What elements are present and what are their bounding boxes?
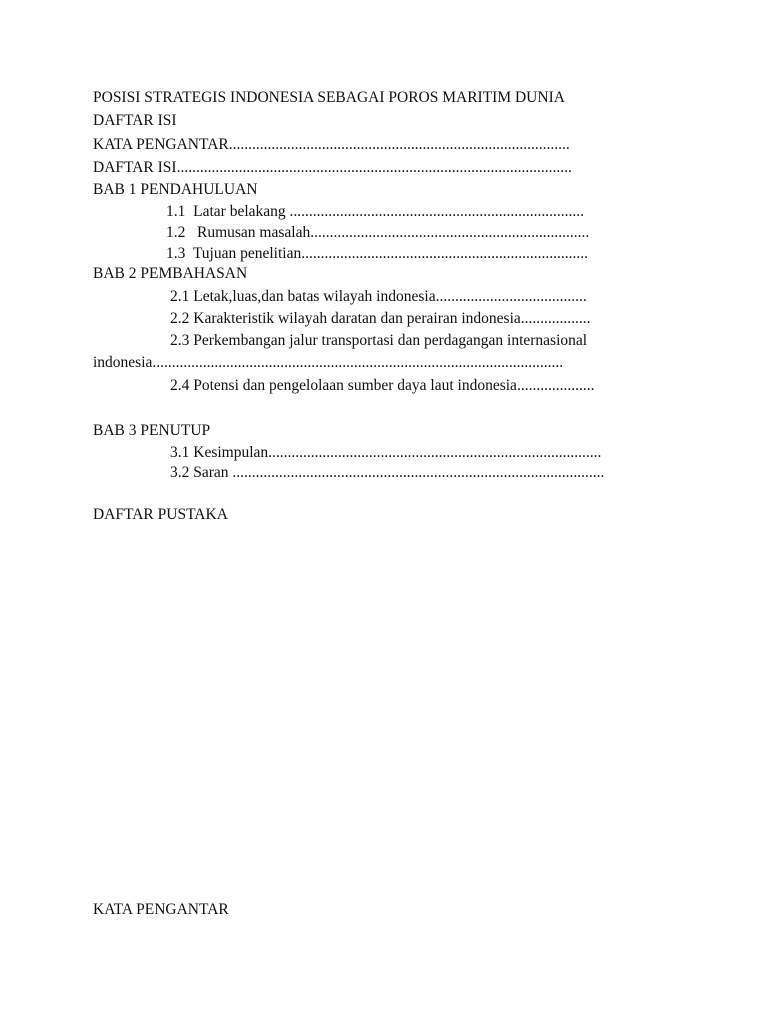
- toc-subentry: 2.4 Potensi dan pengelolaan sumber daya laut indonesia....................: [170, 377, 595, 394]
- toc-chapter: BAB 2 PEMBAHASAN: [93, 265, 248, 282]
- toc-subentry: 1.2 Rumusan masalah........................................................................: [166, 224, 590, 241]
- toc-entry: KATA PENGANTAR........................................................................................: [93, 136, 570, 153]
- toc-subentry: 2.3 Perkembangan jalur transportasi dan perdagangan internasional: [170, 332, 588, 349]
- document-title: POSISI STRATEGIS INDONESIA SEBAGAI POROS MARITIM DUNIA: [93, 89, 565, 106]
- toc-entry: DAFTAR ISI......................................................................................................: [93, 159, 572, 176]
- toc-chapter: DAFTAR PUSTAKA: [93, 506, 228, 523]
- toc-chapter: BAB 1 PENDAHULUAN: [93, 181, 258, 198]
- toc-subentry: 2.1 Letak,luas,dan batas wilayah indonesia.......................................: [170, 288, 587, 305]
- toc-subentry: 3.1 Kesimpulan......................................................................................: [170, 444, 602, 461]
- toc-heading: DAFTAR ISI: [93, 112, 177, 129]
- toc-subentry: 1.1 Latar belakang ............................................................................: [166, 203, 585, 220]
- toc-subentry: 1.3 Tujuan penelitian..........................................................................: [166, 245, 588, 262]
- section-heading: KATA PENGANTAR: [93, 901, 229, 918]
- toc-subentry: 3.2 Saran ................................................................................................: [170, 464, 605, 481]
- toc-subentry: 2.2 Karakteristik wilayah daratan dan perairan indonesia..................: [170, 310, 591, 327]
- toc-subentry-continuation: indonesia..........................................................................................................: [93, 354, 564, 371]
- toc-chapter: BAB 3 PENUTUP: [93, 422, 211, 439]
